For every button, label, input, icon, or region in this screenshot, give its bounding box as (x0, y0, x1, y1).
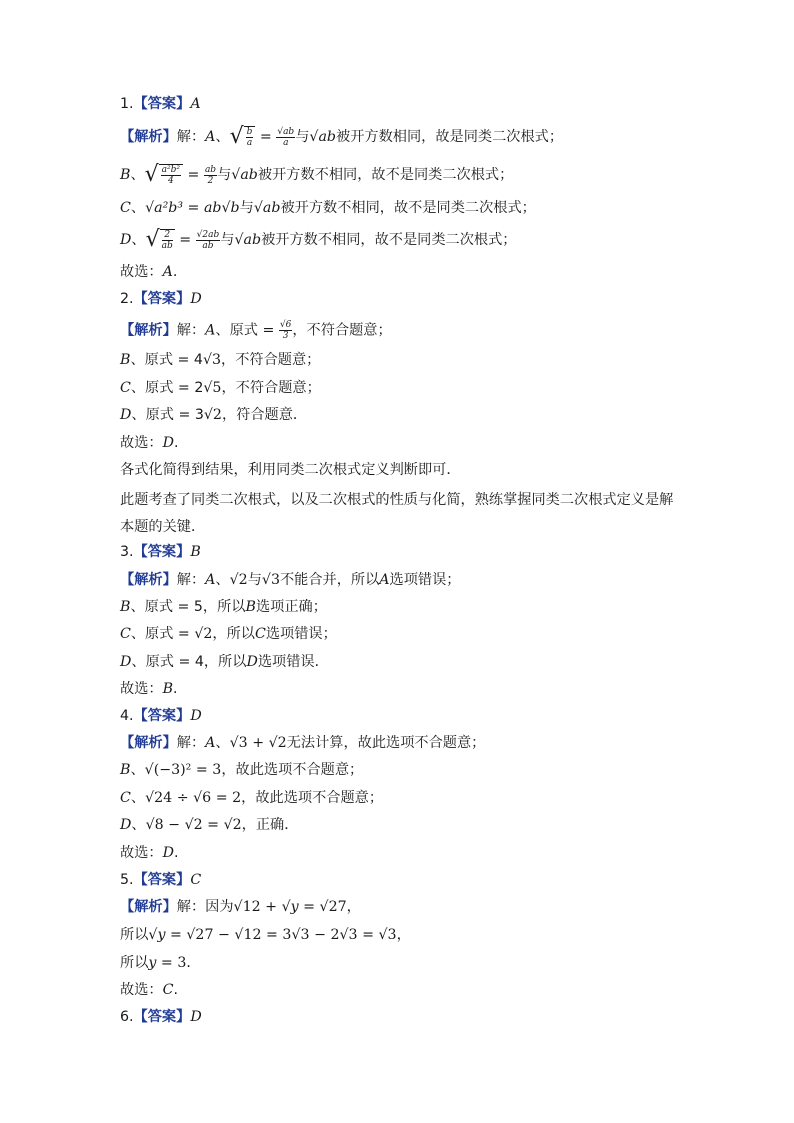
q5-variable: y (148, 955, 157, 971)
q3-answer-line (120, 542, 680, 562)
q2-after-d: ，符合题意． (221, 407, 308, 423)
q4-text-a: 无法计算，故此选项不合题意； (286, 735, 486, 751)
q4-solve-prefix: 解： (176, 735, 206, 751)
q3-analysis-line-1: 【解析】解：A、√2与√3不能合并，所以A选项错误； (120, 572, 461, 588)
q5-conclusion-answer: C (162, 982, 174, 998)
q4-text-b: ，故此选项不合题意； (221, 762, 364, 778)
q1-text-d: 被开方数不相同，故不是同类二次根式； (261, 232, 517, 248)
q4-formula-c: √24 ÷ √6 = 2 (145, 790, 242, 806)
q2-answer-line (120, 289, 680, 309)
q4-option-a: A (205, 735, 216, 751)
q4-text-c: ，故此选项不合题意； (241, 790, 384, 806)
q5-text-3: 所以 (120, 955, 149, 971)
q1-text-c: 被开方数不相同，故不是同类二次根式； (280, 200, 536, 216)
q3-after-c: ，所以 (212, 626, 255, 642)
q4-conclusion (120, 843, 680, 863)
q1-option-d: D (120, 232, 132, 248)
q2-option-c: C (120, 380, 131, 396)
q1-solve-prefix: 解： (176, 129, 206, 145)
q1-analysis-tag: 【解析】 (120, 129, 177, 145)
q3-option-d: D (120, 654, 132, 670)
q2-option-a: A (205, 322, 216, 339)
q2-option-d: D (120, 407, 132, 423)
q3-analysis-line-4: D、原式 = 4，所以D选项错误． (120, 654, 329, 670)
q2-text-a: 、原式 = (215, 322, 275, 339)
q1-text-a: 被开方数相同，故是同类二次根式； (336, 129, 564, 145)
q3-text-a: 不能合并，所以 (279, 572, 380, 588)
q2-radicand-c: 5 (212, 380, 222, 396)
q4-analysis-line-2: B、√(−3)² = 3，故此选项不合题意； (120, 762, 364, 778)
q2-answer-tag: 【答案】 (133, 291, 191, 307)
q3-text-c: 、原式 = (130, 626, 190, 642)
q4-option-d: D (120, 817, 132, 833)
q4-number: 4. (120, 708, 134, 724)
q1-analysis-line-4: D、√ $\frac{2}{ab}$ = $\frac{√2ab}{ab}$ 与√ab被开方数不相同，故不是同类二次根式； (120, 227, 517, 252)
q1-analysis-line-3: C、√a²b³ = ab√b与√ab被开方数不相同，故不是同类二次根式； (120, 200, 536, 216)
q3-conclusion-prefix: 故选： (120, 681, 163, 697)
q3-option-c: C (120, 626, 131, 642)
q4-option-c: C (120, 790, 131, 806)
q6-number: 6. (120, 1009, 134, 1025)
q5-analysis-line-1 (120, 897, 680, 917)
q5-answer-value: C (190, 872, 202, 888)
q2-after-c: ，不符合题意； (221, 380, 321, 396)
q2-analysis-line-4: D、原式 = 3√2，符合题意． (120, 407, 308, 423)
q3-conclusion (120, 679, 680, 699)
q2-analysis-line-2: B、原式 = 4√3，不符合题意； (120, 352, 321, 368)
q2-analysis-tag: 【解析】 (120, 322, 177, 339)
q3-solve-prefix: 解： (176, 572, 206, 588)
q4-conclusion-answer: D (162, 845, 174, 861)
q3-formula-a: √2与√3 (229, 572, 280, 588)
q3-after-c2: 选项错误； (265, 626, 337, 642)
q5-number: 5. (120, 872, 134, 888)
q4-option-b: B (120, 762, 131, 778)
q5-formula-2: √y = √27 − √12 = 3√3 − 2√3 = √3， (148, 927, 411, 943)
q3-answer-value: B (190, 544, 201, 560)
q1-option-b: B (120, 167, 131, 183)
q1-separator: 、 (215, 129, 230, 145)
q2-answer-value: D (190, 291, 202, 307)
q3-text-a2: 选项错误； (389, 572, 461, 588)
q3-number: 3. (120, 544, 134, 560)
q2-fraction-a: $\frac{√6}{3}$ (279, 320, 292, 341)
q5-result: = 3． (156, 955, 201, 971)
q5-analysis-tag: 【解析】 (120, 899, 177, 915)
q5-conclusion (120, 980, 680, 1000)
q2-text-b: 、原式 = 4 (130, 352, 203, 368)
q3-after-b: 选项正确； (255, 599, 327, 615)
q3-answer-tag: 【答案】 (133, 544, 191, 560)
q5-formula-1: √12 + √y = √27， (233, 899, 361, 915)
q1-option-c: C (120, 200, 131, 216)
q1-conclusion-prefix: 故选： (120, 264, 163, 280)
q2-after-a: ，不符合题意； (292, 322, 392, 339)
q4-conclusion-prefix: 故选： (120, 845, 163, 861)
q1-analysis-line-1 (120, 126, 680, 148)
q3-conclusion-answer: B (162, 681, 174, 697)
q1-analysis-line-2: B、√ $\frac{\text{a²b²}}{4}$ = $\frac{ab}{2}$ 与√ab被开方数不相同，故不是同类二次根式； (120, 162, 514, 187)
q4-conclusion-end: . (173, 845, 179, 861)
q3-option-b: B (120, 599, 131, 615)
q1-formula-d: √ $\frac{2}{ab}$ = $\frac{√2ab}{ab}$ 与√ab (145, 227, 262, 252)
q1-conclusion-answer: A (162, 264, 173, 280)
q1-text-b: 被开方数不相同，故不是同类二次根式； (257, 167, 514, 183)
q2-number: 2. (120, 291, 134, 307)
q1-formula-c: √a²b³ = ab√b与√ab (145, 200, 281, 216)
q5-text-2: 所以 (120, 927, 149, 943)
q3-after-d: 选项错误． (257, 654, 329, 670)
q2-analysis-line-1 (120, 320, 680, 341)
q4-formula-b: √(−3)² = 3 (144, 762, 222, 778)
q2-note-2: 此题考查了同类二次根式，以及二次根式的性质与化简，熟练掌握同类二次根式定义是解本题的关键． (120, 492, 674, 535)
q3-option-a: A (205, 572, 216, 588)
q1-answer-line (120, 94, 680, 114)
q6-answer-line (120, 1007, 680, 1027)
q5-analysis-line-3 (120, 953, 680, 973)
q1-conclusion-end: . (172, 264, 178, 280)
q6-answer-tag: 【答案】 (133, 1009, 191, 1025)
q5-answer-line (120, 870, 680, 890)
q3-analysis-line-3: C、原式 = √2，所以C选项错误； (120, 626, 337, 642)
q1-formula-a: √ $\frac{b}{a}$ = $\frac{√ab}{a}$ 与√ab (229, 124, 336, 149)
q4-answer-value: D (190, 708, 202, 724)
q2-analysis-line-3: C、原式 = 2√5，不符合题意； (120, 380, 321, 396)
q1-formula-b: √ $\frac{\text{a²b²}}{4}$ = $\frac{ab}{2}$ 与√ab (144, 162, 258, 187)
q3-conclusion-end: . (173, 681, 178, 697)
q5-text-1: 解：因为 (176, 899, 234, 915)
q4-answer-line (120, 706, 680, 726)
q3-text-b: 、原式 = 5，所以 (130, 599, 246, 615)
q3-analysis-tag: 【解析】 (120, 572, 177, 588)
q5-conclusion-prefix: 故选： (120, 982, 163, 998)
q2-after-b: ，不符合题意； (221, 352, 321, 368)
q4-formula-a: √3 + √2 (229, 735, 287, 751)
q5-analysis-line-2 (120, 925, 680, 945)
q2-text-c: 、原式 = 2 (130, 380, 204, 396)
q6-answer-value: D (190, 1009, 202, 1025)
q2-radicand-b: 3 (211, 352, 222, 368)
q2-solve-prefix: 解： (176, 322, 206, 339)
q2-conclusion (120, 433, 680, 453)
q5-conclusion-end: . (173, 982, 178, 998)
q2-conclusion-answer: D (162, 435, 174, 451)
q2-conclusion-end: . (173, 435, 179, 451)
q2-conclusion-prefix: 故选： (120, 435, 163, 451)
q4-analysis-tag: 【解析】 (120, 735, 177, 751)
q1-answer-tag: 【答案】 (133, 96, 191, 112)
q4-analysis-line-3: C、√24 ÷ √6 = 2，故此选项不合题意； (120, 790, 384, 806)
q2-note-1: 各式化简得到结果，利用同类二次根式定义判断即可． (120, 462, 461, 478)
q1-answer-value: A (190, 96, 201, 112)
q3-text-d: 、原式 = 4，所以 (131, 654, 247, 670)
q1-conclusion (120, 262, 680, 282)
q2-text-d: 、原式 = 3 (131, 407, 204, 423)
q4-analysis-line-4: D、√8 − √2 = √2，正确． (120, 817, 299, 833)
q3-analysis-line-2: B、原式 = 5，所以B选项正确； (120, 599, 327, 615)
q4-analysis-line-1: 【解析】解：A、√3 + √2无法计算，故此选项不合题意； (120, 735, 486, 751)
q4-formula-d: √8 − √2 = √2 (145, 817, 242, 833)
q4-answer-tag: 【答案】 (133, 708, 191, 724)
q1-option-a: A (205, 129, 216, 145)
q5-answer-tag: 【答案】 (133, 872, 191, 888)
q2-radicand-d: 2 (212, 407, 222, 423)
q1-number: 1. (120, 96, 134, 112)
q4-text-d: ，正确． (241, 817, 299, 833)
q2-option-b: B (120, 352, 131, 368)
